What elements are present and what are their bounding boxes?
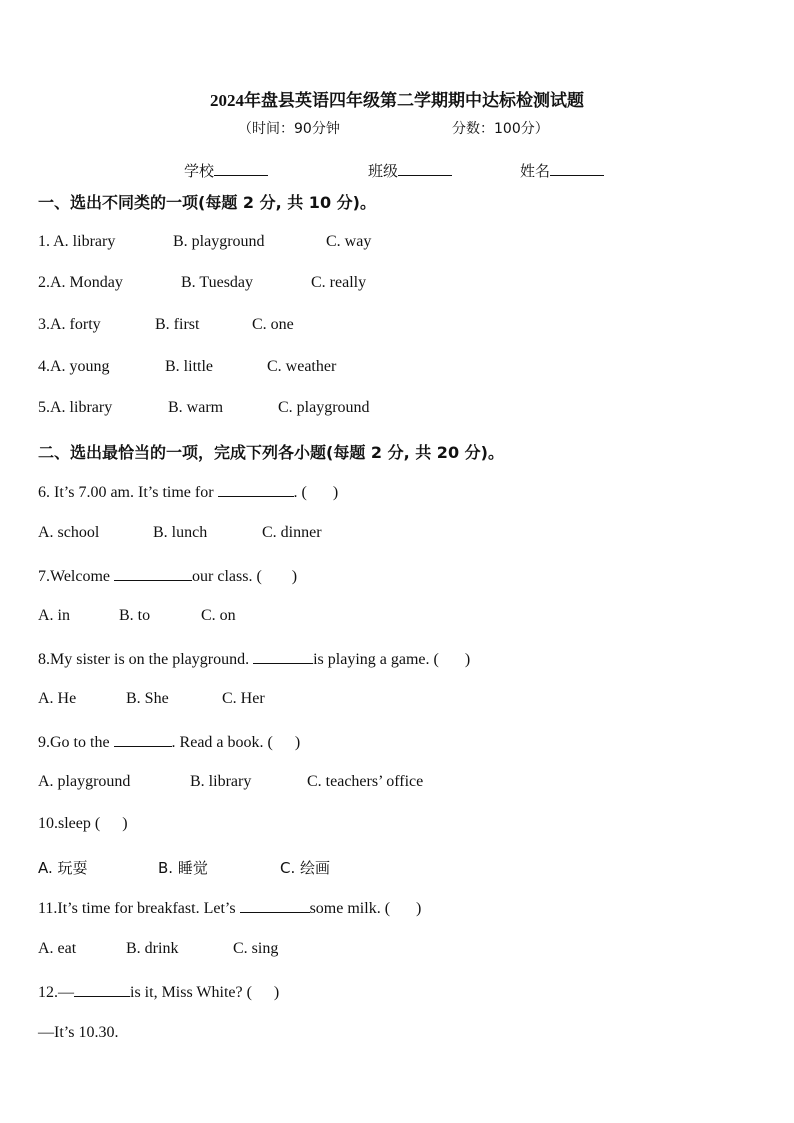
- q6-text: 6. It’s 7.00 am. It’s time for: [38, 484, 218, 501]
- q11-blank[interactable]: [240, 898, 310, 913]
- q7-option-a[interactable]: A. in: [38, 607, 70, 624]
- q11-text-after: some milk. (: [309, 900, 391, 917]
- q8-text-after: is playing a game. (: [313, 651, 439, 668]
- q4-option-b[interactable]: B. little: [165, 358, 213, 375]
- q3-option-a[interactable]: 3.A. forty: [38, 316, 101, 333]
- class-field[interactable]: [368, 160, 452, 181]
- q2-option-a[interactable]: 2.A. Monday: [38, 274, 123, 291]
- q11-close-paren: ): [416, 900, 422, 917]
- q8-option-c[interactable]: C. Her: [222, 690, 265, 707]
- section1-title: 一、选出不同类的一项(每题 2 分, 共 10 分)。: [38, 193, 376, 212]
- q11-option-c[interactable]: C. sing: [233, 940, 279, 957]
- q3-option-c[interactable]: C. one: [252, 316, 294, 333]
- q7-text-after: our class. (: [192, 568, 262, 585]
- q10-text: 10.sleep (: [38, 815, 101, 832]
- q8-option-b[interactable]: B. She: [126, 690, 169, 707]
- q1-option-c[interactable]: C. way: [326, 233, 372, 250]
- school-blank[interactable]: [214, 161, 268, 176]
- q12-text: 12.—: [38, 984, 74, 1001]
- q5-option-a[interactable]: 5.A. library: [38, 399, 113, 416]
- q10-option-c[interactable]: C. 绘画: [280, 859, 331, 877]
- q4-option-a[interactable]: 4.A. young: [38, 358, 110, 375]
- q2-option-c[interactable]: C. really: [311, 274, 367, 291]
- name-blank[interactable]: [550, 161, 604, 176]
- section2-title: 二、选出最恰当的一项，完成下列各小题(每题 2 分, 共 20 分)。: [38, 443, 504, 462]
- q6-option-c[interactable]: C. dinner: [262, 524, 322, 541]
- q2-option-b[interactable]: B. Tuesday: [181, 274, 254, 291]
- q9-option-a[interactable]: A. playground: [38, 773, 131, 790]
- q9-option-c[interactable]: C. teachers’ office: [307, 773, 424, 790]
- exam-score: 分数：100分）: [452, 121, 549, 137]
- exam-time: （时间：90分钟: [238, 121, 340, 137]
- q6-option-a[interactable]: A. school: [38, 524, 100, 541]
- q8-option-a[interactable]: A. He: [38, 690, 77, 707]
- q1-option-b[interactable]: B. playground: [173, 233, 265, 250]
- name-field[interactable]: [520, 160, 604, 181]
- q11-option-b[interactable]: B. drink: [126, 940, 179, 957]
- class-label: 班级: [368, 162, 399, 180]
- school-field[interactable]: [184, 160, 268, 181]
- q9-text-after: . Read a book. (: [171, 734, 273, 751]
- q8-text: 8.My sister is on the playground.: [38, 651, 254, 668]
- q7-close-paren: ): [291, 568, 298, 585]
- page-title: 2024年盘县英语四年级第二学期期中达标检测试题: [210, 91, 584, 110]
- q5-option-c[interactable]: C. playground: [278, 399, 370, 416]
- school-label: 学校: [184, 162, 215, 180]
- q11-option-a[interactable]: A. eat: [38, 940, 77, 957]
- q9-text: 9.Go to the: [38, 734, 114, 751]
- question-12-stem: [38, 982, 279, 1002]
- q8-blank[interactable]: [253, 649, 313, 664]
- class-blank[interactable]: [398, 161, 452, 176]
- question-12-answer: —It’s 10.30.: [38, 1024, 119, 1041]
- q12-close-paren: ): [273, 984, 280, 1001]
- name-label: 姓名: [520, 162, 551, 180]
- q3-option-b[interactable]: B. first: [155, 316, 200, 333]
- question-11-stem: [38, 898, 421, 918]
- q5-option-b[interactable]: B. warm: [168, 399, 224, 416]
- q6-blank[interactable]: [218, 482, 294, 497]
- question-9-stem: [38, 732, 300, 752]
- q9-blank[interactable]: [114, 732, 172, 747]
- q7-option-c[interactable]: C. on: [201, 607, 236, 624]
- q7-option-b[interactable]: B. to: [119, 607, 151, 624]
- q7-blank[interactable]: [114, 566, 192, 581]
- q4-option-c[interactable]: C. weather: [267, 358, 337, 375]
- q10-close-paren: ): [122, 815, 128, 832]
- q10-option-a[interactable]: A. 玩耍: [38, 859, 88, 877]
- question-6-stem: [38, 482, 338, 502]
- q6-option-b[interactable]: B. lunch: [153, 524, 208, 541]
- q9-close-paren: ): [294, 734, 301, 751]
- q7-text: 7.Welcome: [38, 568, 115, 585]
- q8-close-paren: ): [464, 651, 471, 668]
- question-7-stem: [38, 566, 297, 586]
- q11-text: 11.It’s time for breakfast. Let’s: [38, 900, 240, 917]
- q12-blank[interactable]: [74, 982, 130, 997]
- q10-option-b[interactable]: B. 睡觉: [158, 859, 208, 877]
- question-8-stem: [38, 649, 470, 669]
- q1-option-a[interactable]: 1. A. library: [38, 233, 116, 250]
- question-10-stem: [38, 815, 128, 833]
- q12-text-after: is it, Miss White? (: [130, 984, 252, 1001]
- q9-option-b[interactable]: B. library: [190, 773, 252, 790]
- q6-text-after: . (: [293, 484, 307, 501]
- q6-close-paren: ): [332, 484, 339, 501]
